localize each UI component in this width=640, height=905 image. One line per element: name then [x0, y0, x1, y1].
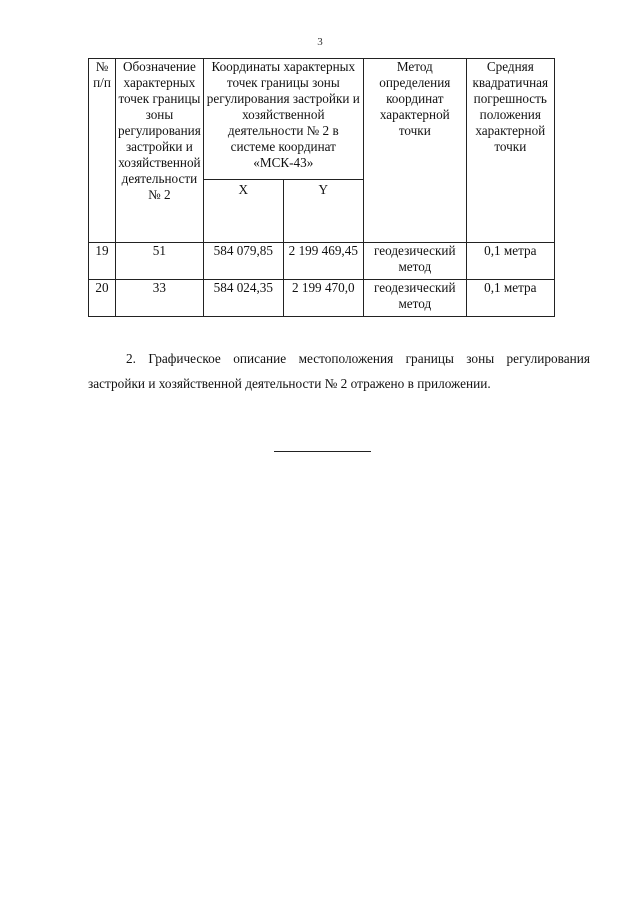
table-row	[89, 243, 555, 280]
cell-num: 20	[89, 280, 116, 317]
header-coordinates: Координаты характерных точек границы зоны регулирования застройки и хозяйственной деятельности № 2 в системе координат «МСК-43»	[203, 59, 363, 180]
cell-y: 2 199 470,0	[283, 280, 363, 317]
header-designation: Обозначение характерных точек границы зоны регулирования застройки и хозяйственной деятельности № 2	[116, 59, 204, 243]
header-y: Y	[283, 180, 363, 243]
header-method: Метод определения координат характерной точки	[363, 59, 466, 243]
cell-designation: 33	[116, 280, 204, 317]
cell-num: 19	[89, 243, 116, 280]
cell-y: 2 199 469,45	[283, 243, 363, 280]
cell-method: геодезический метод	[363, 243, 466, 280]
cell-designation: 51	[116, 243, 204, 280]
end-divider	[274, 451, 371, 452]
cell-x: 584 024,35	[203, 280, 283, 317]
cell-error: 0,1 метра	[466, 280, 554, 317]
body-paragraph: 2. Графическое описание местоположения границы зоны регулирования застройки и хозяйственной деятельности № 2 отражено в приложении.	[88, 351, 590, 391]
cell-method: геодезический метод	[363, 280, 466, 317]
header-num: № п/п	[89, 59, 116, 243]
table-row	[89, 280, 555, 317]
cell-error: 0,1 метра	[466, 243, 554, 280]
header-x: X	[203, 180, 283, 243]
header-error: Средняя квадратичная погрешность положения характерной точки	[466, 59, 554, 243]
cell-x: 584 079,85	[203, 243, 283, 280]
coordinates-table	[88, 58, 555, 317]
page-number: 3	[317, 36, 323, 48]
